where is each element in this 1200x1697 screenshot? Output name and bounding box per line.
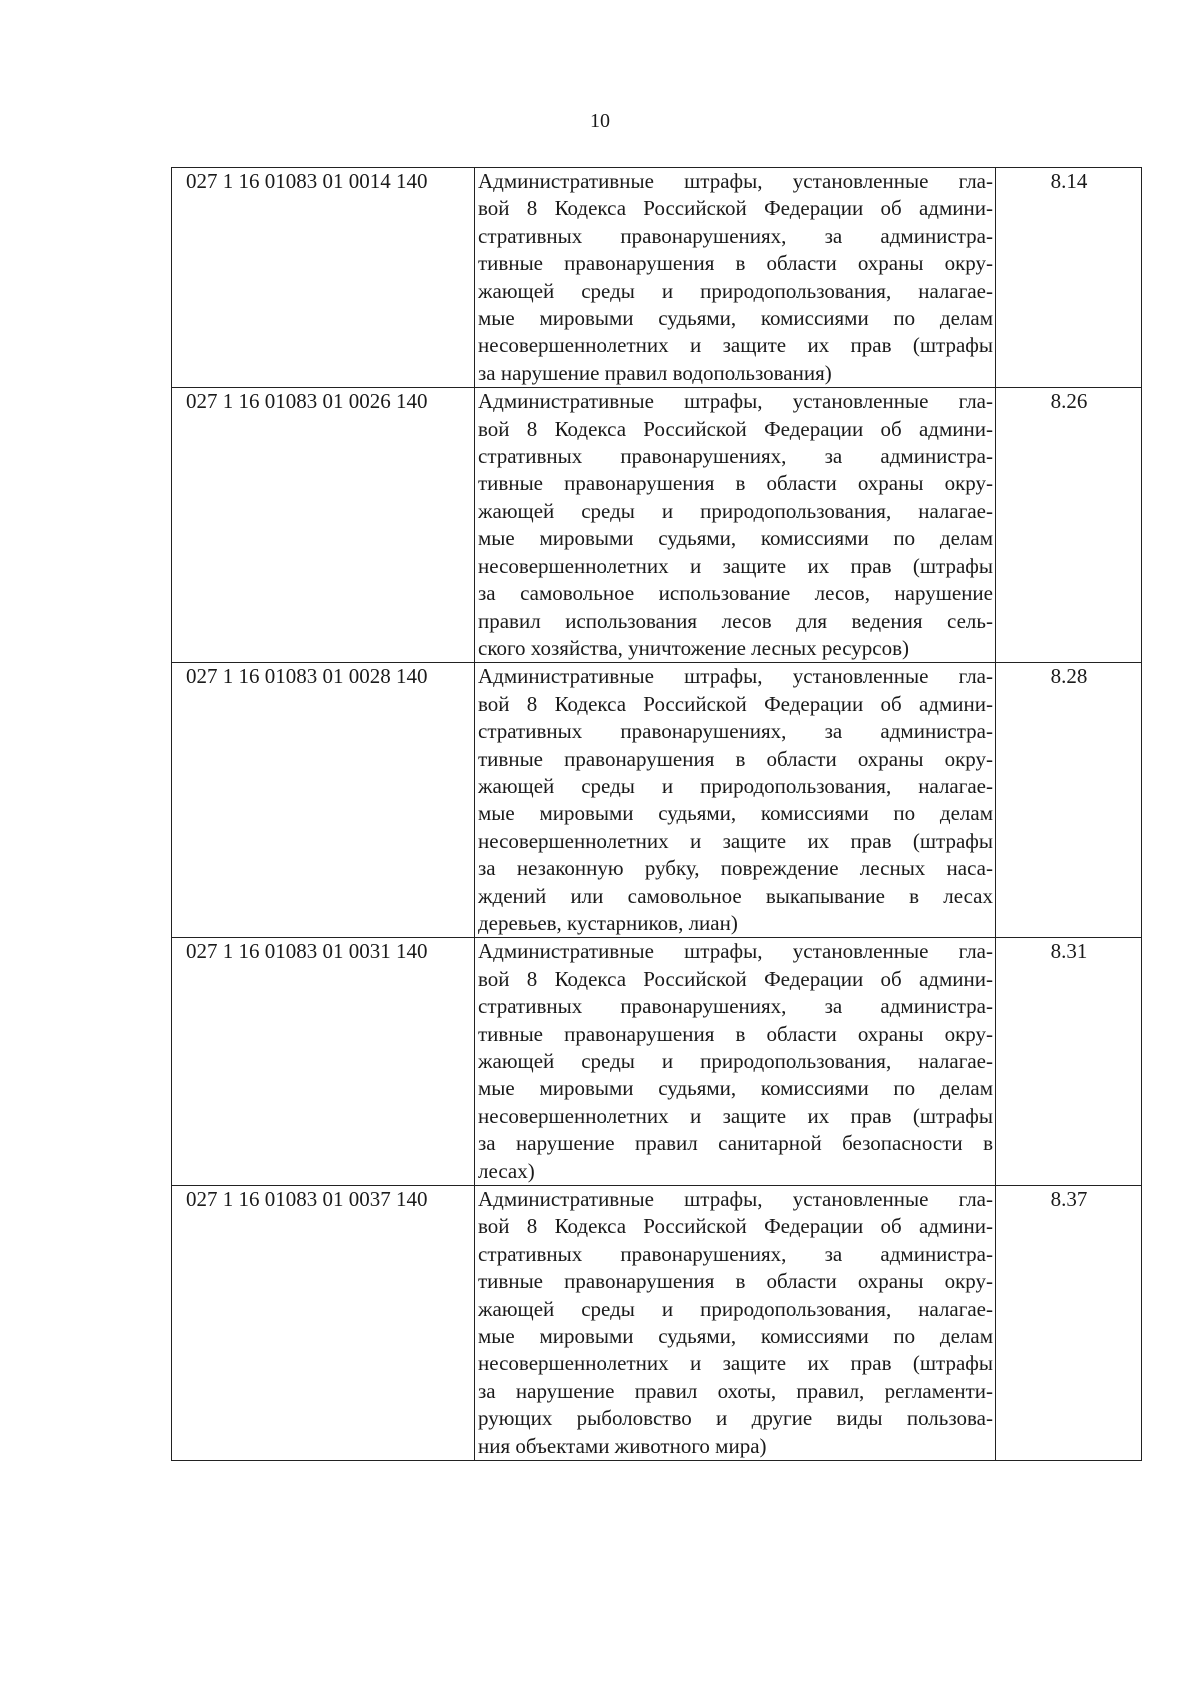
budget-code-table (171, 167, 1142, 1461)
description-line: жающей среды и природопользования, налагае- (478, 773, 993, 798)
description-line: Административные штрафы, установленные гла- (478, 664, 993, 689)
budget-code-cell: 027 1 16 01083 01 0037 140 (172, 1186, 475, 1461)
description-line: вой 8 Кодекса Российской Федерации об админи- (478, 196, 993, 221)
article-number-cell: 8.28 (996, 663, 1142, 938)
description-line: мые мировыми судьями, комиссиями по делам (478, 526, 993, 551)
description-line: жающей среды и природопользования, налагае- (478, 1049, 993, 1073)
description-line: ждений или самовольное выкапывание в лесах (478, 883, 993, 908)
description-line: несовершеннолетних и защите их прав (штрафы (478, 553, 993, 578)
description-line: за незаконную рубку, повреждение лесных наса- (478, 856, 993, 881)
description-line: несовершеннолетних и защите их прав (штрафы (478, 1351, 993, 1376)
description-line: лесах) (478, 1158, 535, 1183)
description-line: тивные правонарушения в области охраны окру- (478, 746, 993, 771)
table-row (172, 388, 1142, 663)
description-cell (475, 1186, 996, 1461)
description-line: тивные правонарушения в области охраны окру- (478, 471, 993, 496)
description-line: стративных правонарушениях, за администра- (478, 444, 993, 469)
description-line: мые мировыми судьями, комиссиями по делам (478, 801, 993, 826)
description-line: жающей среды и природопользования, налагае- (478, 498, 993, 523)
description-line: стративных правонарушениях, за администра- (478, 994, 993, 1019)
description-line: Административные штрафы, установленные гла- (478, 939, 993, 964)
description-line: за нарушение правил водопользования) (478, 360, 832, 385)
description-line: мые мировыми судьями, комиссиями по делам (478, 1076, 993, 1101)
description-line: стративных правонарушениях, за администра- (478, 1241, 993, 1266)
description-line: за нарушение правил охоты, правил, регламенти- (478, 1378, 993, 1403)
description-line: несовершеннолетних и защите их прав (штрафы (478, 1103, 993, 1128)
description-line: несовершеннолетних и защите их прав (штрафы (478, 828, 993, 853)
budget-code-cell: 027 1 16 01083 01 0031 140 (172, 938, 475, 1186)
description-line: жающей среды и природопользования, налагае- (478, 278, 993, 303)
description-line: вой 8 Кодекса Российской Федерации об админи- (478, 1214, 993, 1239)
table-row (172, 168, 1142, 388)
budget-code-cell: 027 1 16 01083 01 0026 140 (172, 388, 475, 663)
description-line: несовершеннолетних и защите их прав (штрафы (478, 333, 993, 358)
description-line: деревьев, кустарников, лиан) (478, 910, 738, 935)
description-cell (475, 168, 996, 388)
table-row (172, 938, 1142, 1186)
description-cell (475, 938, 996, 1186)
table-body (172, 168, 1142, 1461)
description-line: стративных правонарушениях, за администра- (478, 719, 993, 744)
description-line: вой 8 Кодекса Российской Федерации об админи- (478, 416, 993, 441)
description-cell (475, 388, 996, 663)
budget-code-cell: 027 1 16 01083 01 0014 140 (172, 168, 475, 388)
description-line: вой 8 Кодекса Российской Федерации об админи- (478, 966, 993, 991)
description-line: Административные штрафы, установленные гла- (478, 169, 993, 193)
description-line: ния объектами животного мира) (478, 1433, 767, 1458)
table-row (172, 1186, 1142, 1461)
description-line: мые мировыми судьями, комиссиями по делам (478, 306, 993, 331)
description-line: за нарушение правил санитарной безопасности в (478, 1131, 993, 1156)
description-line: рующих рыболовство и другие виды пользова- (478, 1406, 993, 1431)
description-line: ского хозяйства, уничтожение лесных ресурсов) (478, 635, 910, 660)
description-line: стративных правонарушениях, за администра- (478, 223, 993, 248)
description-cell (475, 663, 996, 938)
description-line: Административные штрафы, установленные гла- (478, 1187, 993, 1212)
description-line: тивные правонарушения в области охраны окру- (478, 1021, 993, 1046)
article-number-cell: 8.26 (996, 388, 1142, 663)
description-line: за самовольное использование лесов, нарушение (478, 581, 993, 606)
description-line: правил использования лесов для ведения сель- (478, 608, 993, 633)
description-line: тивные правонарушения в области охраны окру- (478, 1269, 993, 1294)
description-line: тивные правонарушения в области охраны окру- (478, 251, 993, 276)
article-number-cell: 8.31 (996, 938, 1142, 1186)
description-line: Административные штрафы, установленные гла- (478, 389, 993, 414)
article-number-cell: 8.14 (996, 168, 1142, 388)
article-number-cell: 8.37 (996, 1186, 1142, 1461)
description-line: вой 8 Кодекса Российской Федерации об админи- (478, 691, 993, 716)
table-row (172, 663, 1142, 938)
description-line: мые мировыми судьями, комиссиями по делам (478, 1324, 993, 1349)
page-number: 10 (590, 110, 610, 132)
budget-code-cell: 027 1 16 01083 01 0028 140 (172, 663, 475, 938)
description-line: жающей среды и природопользования, налагае- (478, 1296, 993, 1321)
